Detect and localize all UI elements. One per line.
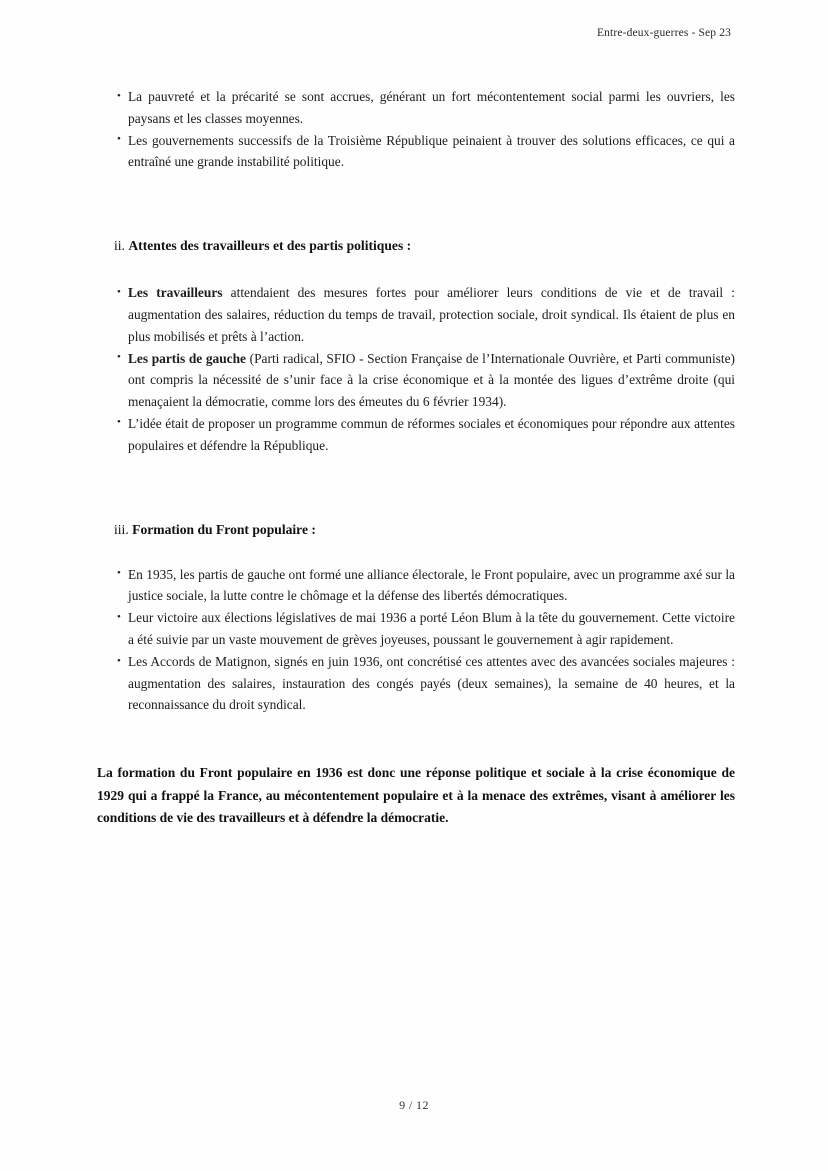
bullet-list-intro [97, 86, 735, 173]
list-item-text: Leur victoire aux élections législatives de mai 1936 a porté Léon Blum à la tête du gouvernement. Cette victoire a été suivie par un vaste mouvement de grèves joyeuses, poussant le gouvernement à agir rapidement. [128, 610, 735, 647]
section-title: Attentes des travailleurs et des partis politiques : [128, 238, 412, 254]
conclusion-paragraph: La formation du Front populaire en 1936 est donc une réponse politique et sociale à la crise économique de 1929 qui a frappé la France, au mécontentement populaire et à la menace des extrêmes, visant à améliorer les conditions de vie des travailleurs et à défendre la démocratie. [97, 765, 735, 826]
list-item [97, 564, 735, 607]
list-item-text: Les Accords de Matignon, signés en juin 1936, ont concrétisé ces attentes avec des avancées sociales majeures : augmentation des salaires, instauration des congés payés (deux semaines), la semaine de 40 heures, et la reconnaissance du droit syndical. [128, 654, 735, 713]
list-item [97, 651, 735, 716]
list-item-lead: Les partis de gauche [128, 350, 247, 366]
list-item-text: L’idée était de proposer un programme commun de réformes sociales et économiques pour répondre aux attentes populaires et défendre la République. [128, 415, 735, 453]
list-item [97, 348, 735, 413]
list-item-text: Les gouvernements successifs de la Troisième République peinaient à trouver des solutions efficaces, ce qui a entraîné une grande instabilité politique. [128, 132, 735, 170]
page-content [97, 86, 735, 830]
spacer [97, 716, 735, 762]
section-title: Formation du Front populaire : [132, 521, 316, 537]
list-item-lead: Les travailleurs [128, 285, 223, 301]
list-item [97, 607, 735, 650]
list-item [97, 130, 735, 173]
spacer [97, 173, 735, 235]
bullet-list-section-iii [97, 564, 735, 716]
list-item [97, 86, 735, 129]
page-number-footer: 9 / 12 [399, 1098, 429, 1112]
list-item [97, 413, 735, 456]
list-item-text: attendaient des mesures fortes pour améliorer leurs conditions de vie et de travail : augmentation des salaires, réduction du temps de travail, protection sociale, droit syndical. Ils étaient de plus en plus mobilisés et prêts à l’action. [128, 285, 735, 344]
list-item-text: (Parti radical, SFIO - Section Française de l’Internationale Ouvrière, et Parti communiste) ont compris la nécessité de s’unir face à la crise économique et à la montée des ligues d’extrême droite (qui menaçaient la démocratie, comme lors des émeutes du 6 février 1934). [128, 350, 735, 409]
spacer [97, 457, 735, 519]
running-header: Entre-deux-guerres - Sep 23 [596, 27, 731, 39]
section-number: ii. [114, 238, 125, 254]
list-item-text: La pauvreté et la précarité se sont accrues, générant un fort mécontentement social parmi les ouvriers, les paysans et les classes moyennes. [128, 89, 735, 126]
section-number: iii. [114, 521, 129, 537]
list-item [97, 282, 735, 347]
section-heading-ii [97, 235, 735, 256]
spacer [97, 256, 735, 282]
bullet-list-section-ii [97, 282, 735, 456]
list-item-text: En 1935, les partis de gauche ont formé une alliance électorale, le Front populaire, avec un programme axé sur la justice sociale, la lutte contre le chômage et la défense des libertés démocratiques. [128, 566, 735, 604]
section-heading-iii [97, 519, 735, 540]
spacer [97, 540, 735, 564]
